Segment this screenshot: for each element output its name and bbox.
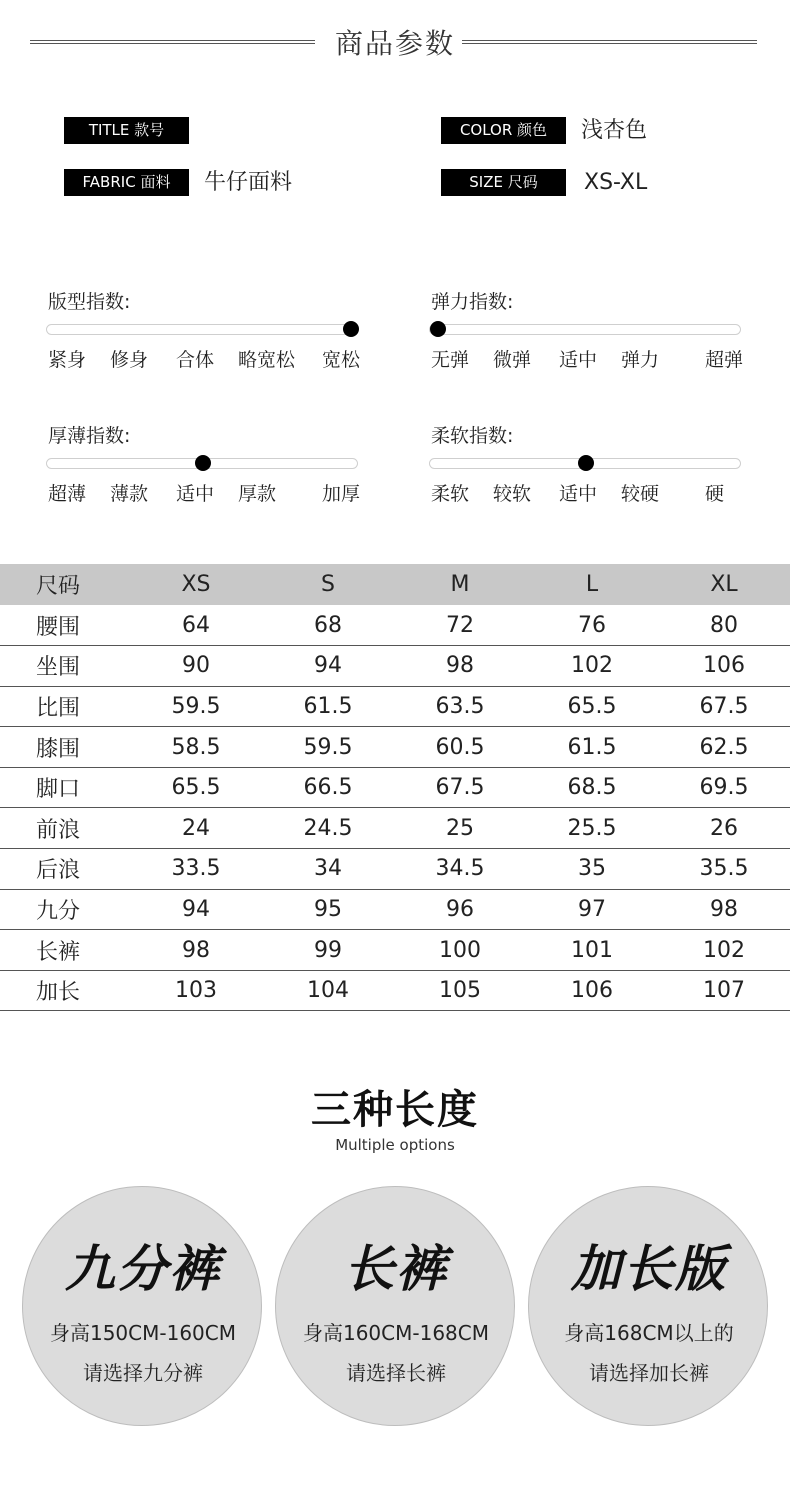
- table-row: [0, 970, 790, 1011]
- index-option: 适中: [176, 483, 215, 505]
- table-cell: 101: [526, 930, 658, 971]
- table-cell: 98: [394, 646, 526, 687]
- table-cell: 104: [262, 970, 394, 1011]
- length-option-circle: [275, 1186, 515, 1426]
- table-cell: 26: [658, 808, 790, 849]
- index-option: 弹力: [621, 349, 660, 371]
- index-label: 弹力指数:: [431, 291, 514, 313]
- table-cell: 80: [658, 605, 790, 646]
- table-cell: 35: [526, 849, 658, 890]
- size-tag: SIZE 尺码: [441, 169, 566, 196]
- length-option-tip: 请选择九分裤: [83, 1361, 203, 1385]
- table-row-label: 膝围: [0, 727, 130, 768]
- table-cell: 90: [130, 646, 262, 687]
- length-option-circle: [22, 1186, 262, 1426]
- index-slider: [429, 324, 741, 335]
- index-option: 硬: [705, 483, 725, 505]
- fabric-value: 牛仔面料: [204, 170, 293, 195]
- table-cell: 59.5: [262, 727, 394, 768]
- table-cell: 96: [394, 889, 526, 930]
- table-cell: 34: [262, 849, 394, 890]
- fabric-tag: FABRIC 面料: [64, 169, 189, 196]
- table-cell: 33.5: [130, 849, 262, 890]
- table-header-row: [0, 564, 790, 605]
- table-cell: 103: [130, 970, 262, 1011]
- table-cell: 60.5: [394, 727, 526, 768]
- table-cell: 62.5: [658, 727, 790, 768]
- index-slider-knob: [195, 455, 211, 471]
- index-option: 无弹: [431, 349, 470, 371]
- table-row-label: 前浪: [0, 808, 130, 849]
- index-option: 宽松: [322, 349, 361, 371]
- table-cell: 95: [262, 889, 394, 930]
- table-cell: 61.5: [262, 686, 394, 727]
- index-label: 厚薄指数:: [48, 425, 131, 447]
- index-option: 超薄: [48, 483, 87, 505]
- table-cell: 25.5: [526, 808, 658, 849]
- table-cell: 61.5: [526, 727, 658, 768]
- index-option: 适中: [559, 483, 598, 505]
- header-rule-right: [462, 40, 757, 44]
- length-option-height: 身高160CM-168CM: [302, 1321, 489, 1345]
- table-header-cell: 尺码: [0, 564, 130, 605]
- table-cell: 106: [658, 646, 790, 687]
- table-cell: 76: [526, 605, 658, 646]
- table-row: [0, 686, 790, 727]
- index-option: 较软: [493, 483, 532, 505]
- table-row: [0, 605, 790, 646]
- table-cell: 105: [394, 970, 526, 1011]
- index-option: 厚款: [238, 483, 277, 505]
- table-row: [0, 727, 790, 768]
- table-cell: 94: [262, 646, 394, 687]
- index-option: 略宽松: [238, 349, 296, 371]
- table-row-label: 九分: [0, 889, 130, 930]
- table-header-cell: M: [394, 564, 526, 605]
- table-cell: 100: [394, 930, 526, 971]
- table-cell: 63.5: [394, 686, 526, 727]
- table-row-label: 加长: [0, 970, 130, 1011]
- table-cell: 97: [526, 889, 658, 930]
- table-cell: 107: [658, 970, 790, 1011]
- table-cell: 66.5: [262, 767, 394, 808]
- index-slider: [429, 458, 741, 469]
- table-cell: 68.5: [526, 767, 658, 808]
- table-body: [0, 605, 790, 1011]
- table-cell: 35.5: [658, 849, 790, 890]
- table-header-cell: S: [262, 564, 394, 605]
- table-cell: 98: [130, 930, 262, 971]
- table-cell: 25: [394, 808, 526, 849]
- table-row-label: 后浪: [0, 849, 130, 890]
- index-option: 柔软: [431, 483, 470, 505]
- index-option: 适中: [559, 349, 598, 371]
- table-row-label: 腰围: [0, 605, 130, 646]
- index-label: 版型指数:: [48, 291, 131, 313]
- table-cell: 64: [130, 605, 262, 646]
- table-row: [0, 646, 790, 687]
- index-slider-knob: [578, 455, 594, 471]
- index-option: 紧身: [48, 349, 87, 371]
- table-cell: 58.5: [130, 727, 262, 768]
- index-option: 较硬: [621, 483, 660, 505]
- table-cell: 102: [526, 646, 658, 687]
- index-slider-knob: [430, 321, 446, 337]
- length-option-name: 九分裤: [65, 1240, 221, 1298]
- table-header-cell: L: [526, 564, 658, 605]
- table-row-label: 比围: [0, 686, 130, 727]
- length-option-tip: 请选择长裤: [346, 1361, 446, 1385]
- table-cell: 59.5: [130, 686, 262, 727]
- index-option: 加厚: [322, 483, 361, 505]
- index-option: 薄款: [110, 483, 149, 505]
- length-option-tip: 请选择加长裤: [589, 1361, 709, 1385]
- index-slider-knob: [343, 321, 359, 337]
- length-option-height: 身高150CM-160CM: [49, 1321, 236, 1345]
- table-cell: 67.5: [658, 686, 790, 727]
- table-cell: 69.5: [658, 767, 790, 808]
- index-option: 合体: [176, 349, 215, 371]
- table-cell: 67.5: [394, 767, 526, 808]
- table-cell: 98: [658, 889, 790, 930]
- length-option-circle: [528, 1186, 768, 1426]
- table-row-label: 长裤: [0, 930, 130, 971]
- table-cell: 102: [658, 930, 790, 971]
- length-option-name: 加长版: [571, 1240, 727, 1298]
- lengths-title: 三种长度: [311, 1087, 479, 1133]
- table-row-label: 脚口: [0, 767, 130, 808]
- table-cell: 65.5: [130, 767, 262, 808]
- table-row: [0, 849, 790, 890]
- lengths-subtitle: Multiple options: [335, 1136, 455, 1154]
- section-header: [0, 22, 790, 62]
- index-slider: [46, 458, 358, 469]
- table-header-cell: XS: [130, 564, 262, 605]
- table-row: [0, 767, 790, 808]
- table-cell: 99: [262, 930, 394, 971]
- length-option-name: 长裤: [344, 1240, 448, 1298]
- table-header-cell: XL: [658, 564, 790, 605]
- index-option: 超弹: [705, 349, 744, 371]
- table-cell: 94: [130, 889, 262, 930]
- section-title: 商品参数: [334, 27, 455, 60]
- table-cell: 72: [394, 605, 526, 646]
- table-cell: 24: [130, 808, 262, 849]
- size-table: [0, 564, 790, 1011]
- length-option-height: 身高168CM以上的: [564, 1321, 734, 1345]
- index-option: 修身: [110, 349, 149, 371]
- title-tag: TITLE 款号: [64, 117, 189, 144]
- table-cell: 34.5: [394, 849, 526, 890]
- table-cell: 68: [262, 605, 394, 646]
- table-row-label: 坐围: [0, 646, 130, 687]
- index-option: 微弹: [493, 349, 532, 371]
- index-label: 柔软指数:: [431, 425, 514, 447]
- color-tag: COLOR 颜色: [441, 117, 566, 144]
- color-value: 浅杏色: [581, 118, 648, 143]
- size-value: XS-XL: [584, 170, 648, 195]
- table-row: [0, 889, 790, 930]
- table-cell: 65.5: [526, 686, 658, 727]
- table-cell: 106: [526, 970, 658, 1011]
- index-slider: [46, 324, 358, 335]
- table-row: [0, 930, 790, 971]
- table-row: [0, 808, 790, 849]
- table-cell: 24.5: [262, 808, 394, 849]
